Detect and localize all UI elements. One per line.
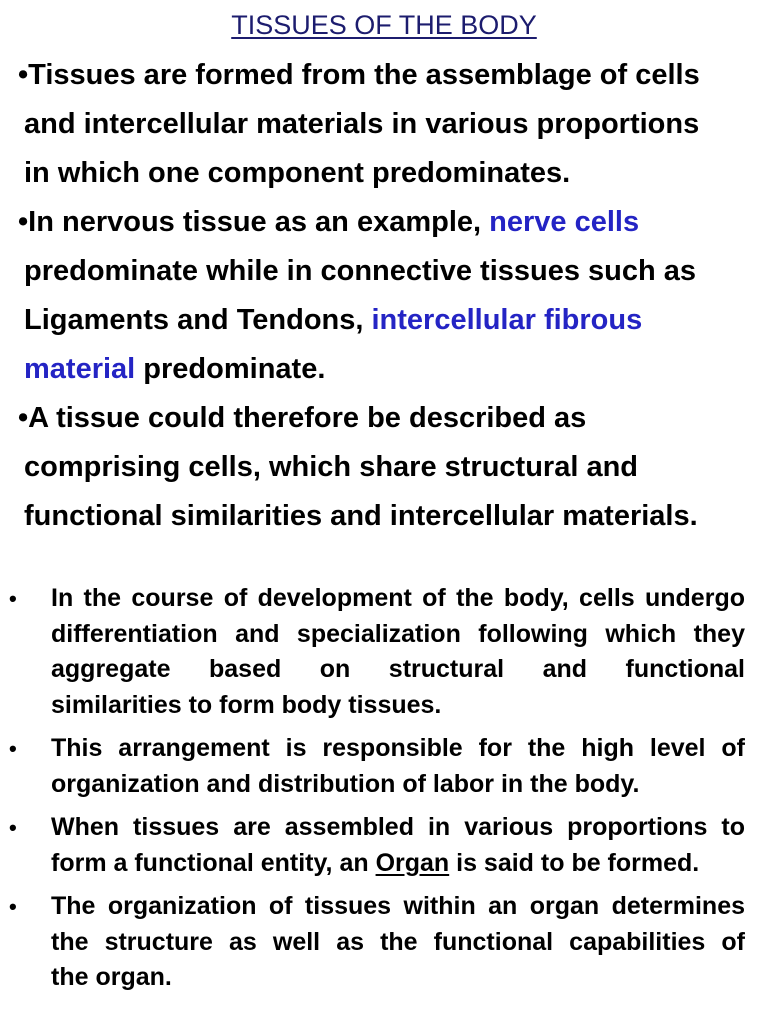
bullet-point xyxy=(9,810,745,881)
bullet-icon: • xyxy=(9,586,17,611)
bullet-point xyxy=(9,581,745,723)
intro-line xyxy=(0,345,768,394)
highlighted-term: intercellular fibrous xyxy=(371,304,643,336)
bullet-point xyxy=(9,889,745,996)
bullet-point xyxy=(9,731,745,802)
intro-line: predominate while in connective tissues such as xyxy=(24,255,697,287)
bullet-icon: • xyxy=(9,736,17,761)
intro-line xyxy=(0,296,768,345)
intro-line: •Tissues are formed from the assemblage of cells xyxy=(18,59,700,91)
intro-line-text: predominate. xyxy=(135,353,326,385)
bullet-line: In the course of development of the body, cells undergo xyxy=(51,584,745,612)
bullet-list xyxy=(0,581,768,1004)
intro-line: functional similarities and intercellular materials. xyxy=(24,500,698,532)
bullet-line: This arrangement is responsible for the high level of xyxy=(51,734,745,762)
bullet-line: similarities to form body tissues. xyxy=(51,690,442,719)
bullet-line-text: is said to be formed. xyxy=(449,848,700,877)
intro-line: in which one component predominates. xyxy=(24,157,571,189)
bullet-line: aggregate based on structural and functional xyxy=(51,655,745,683)
intro-line xyxy=(0,198,768,247)
highlighted-term: nerve cells xyxy=(489,206,640,238)
intro-line-text: •In nervous tissue as an example, xyxy=(18,206,490,238)
intro-section xyxy=(0,51,768,541)
intro-line-text: Ligaments and Tendons, xyxy=(24,304,372,336)
bullet-line: the organ. xyxy=(51,963,172,991)
intro-line: comprising cells, which share structural and xyxy=(24,451,639,483)
bullet-line: the structure as well as the functional capabilities of xyxy=(51,927,745,956)
bullet-line: differentiation and specialization following which they xyxy=(51,619,745,648)
intro-line: •A tissue could therefore be described as xyxy=(18,402,587,434)
intro-line: and intercellular materials in various proportions xyxy=(24,108,700,140)
bullet-icon: • xyxy=(9,815,17,840)
bullet-line: The organization of tissues within an organ determines xyxy=(51,892,745,920)
bullet-line: organization and distribution of labor in the body. xyxy=(51,769,640,798)
bullet-line-text: form a functional entity, an xyxy=(51,848,376,877)
page-title: TISSUES OF THE BODY xyxy=(231,10,537,40)
bullet-line: When tissues are assembled in various proportions to xyxy=(51,813,745,841)
underlined-term: Organ xyxy=(375,848,450,877)
bullet-icon: • xyxy=(9,894,17,919)
bullet-line xyxy=(51,846,745,882)
highlighted-term: material xyxy=(24,353,136,385)
